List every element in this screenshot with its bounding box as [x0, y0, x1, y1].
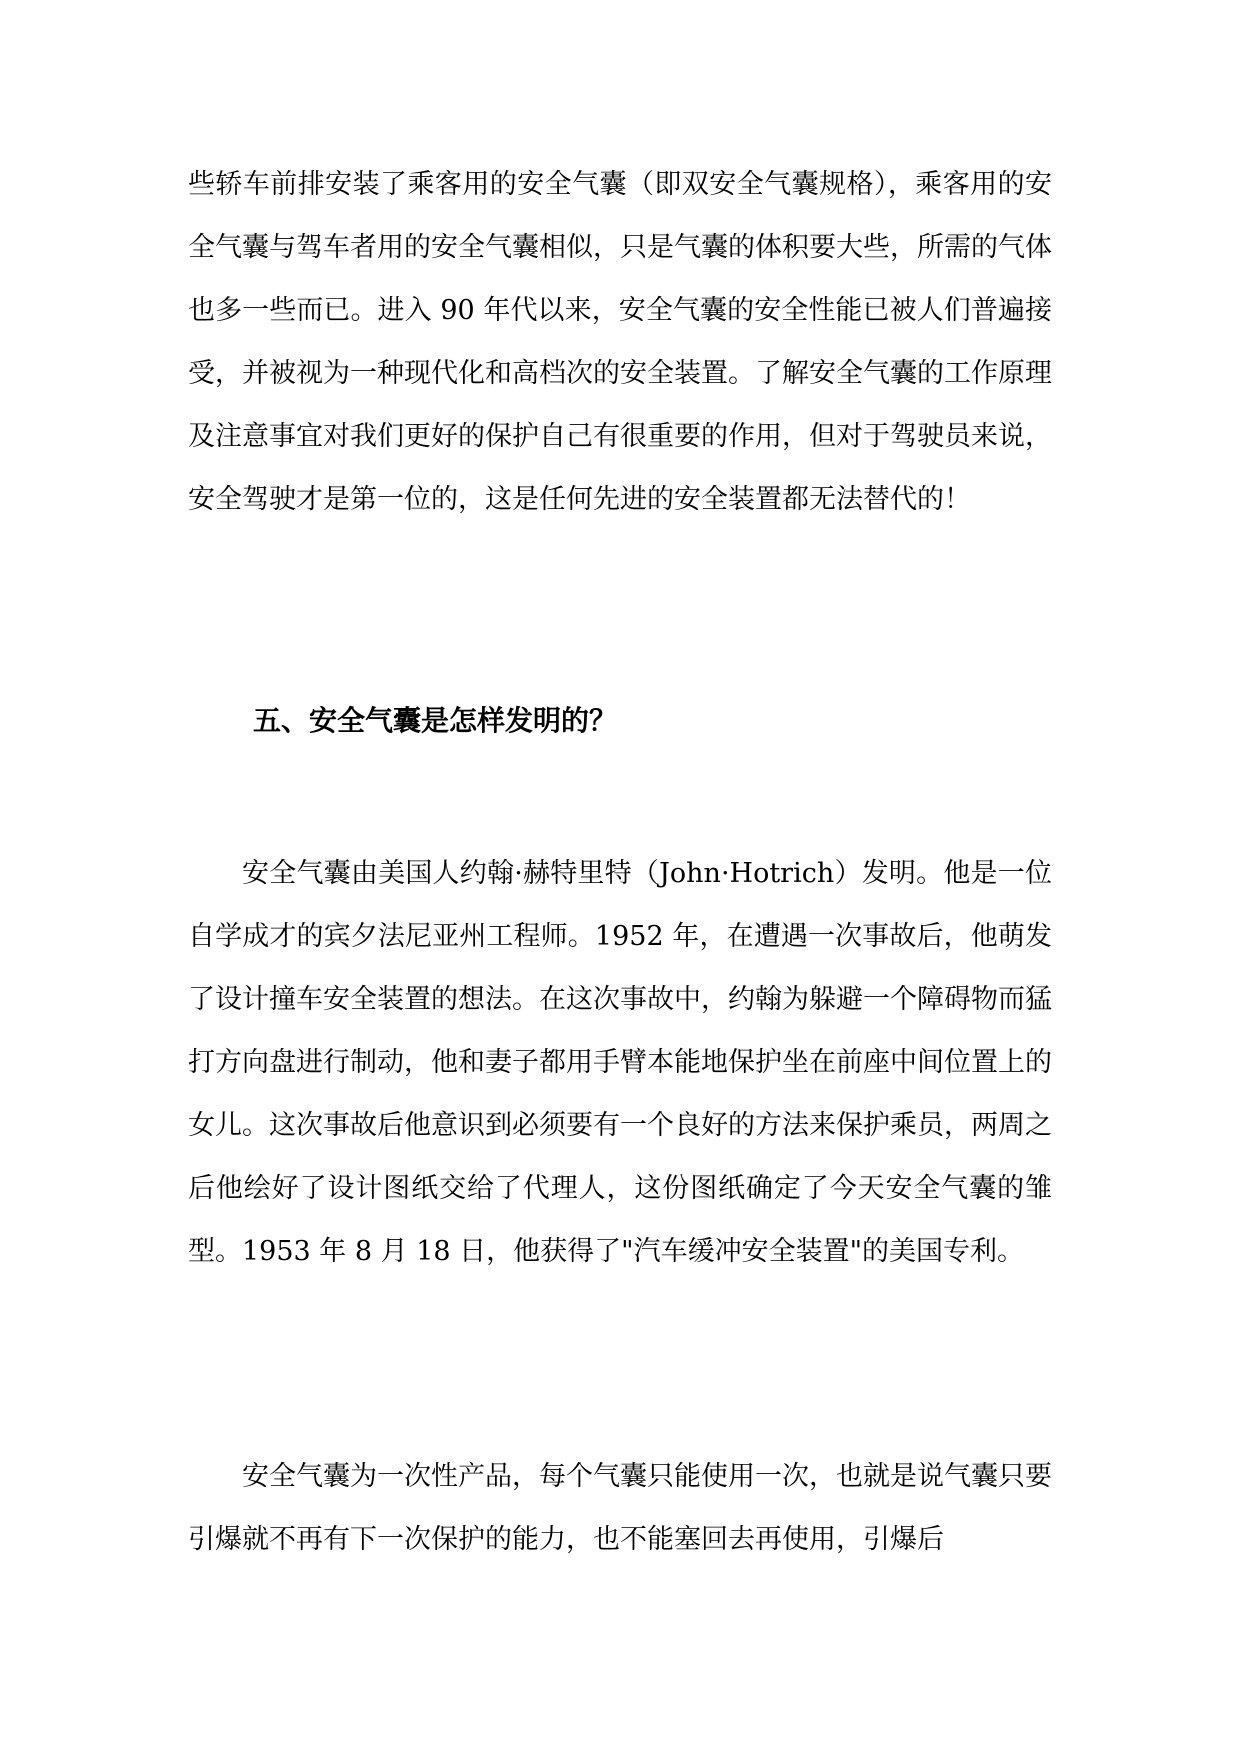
- intro-paragraph: 些轿车前排安装了乘客用的安全气囊（即双安全气囊规格），乘客用的安全气囊与驾车者用的安全气囊相似，只是气囊的体积要大些，所需的气体也多一些而已。进入 90 年代以来，安全气囊的安全性能已被人们普遍接受，并被视为一种现代化和高档次的安全装置。了解安全气囊的工作原理及注意事宜对我们更好的保护自己有很重要的作用，但对于驾驶员来说，安全驾驶才是第一位的，这是任何先进的安全装置都无法替代的！: [188, 169, 1052, 515]
- disposable-paragraph: 安全气囊为一次性产品，每个气囊只能使用一次，也就是说气囊只要引爆就不再有下一次保护的能力，也不能塞回去再使用，引爆后: [188, 1461, 1052, 1555]
- section-heading: 五、安全气囊是怎样发明的？: [253, 704, 618, 737]
- invention-paragraph: 安全气囊由美国人约翰·赫特里特（John·Hotrich）发明。他是一位自学成才的宾夕法尼亚州工程师。1952 年，在遭遇一次事故后，他萌发了设计撞车安全装置的想法。在这次事故中，约翰为躲避一个障碍物而猛打方向盘进行制动，他和妻子都用手臂本能地保护坐在前座中间位置上的女儿。这次事故后他意识到必须要有一个良好的方法来保护乘员，两周之后他绘好了设计图纸交给了代理人，这份图纸确定了今天安全气囊的雏型。1953 年 8 月 18 日，他获得了"汽车缓冲安全装置"的美国专利。: [188, 858, 1052, 1267]
